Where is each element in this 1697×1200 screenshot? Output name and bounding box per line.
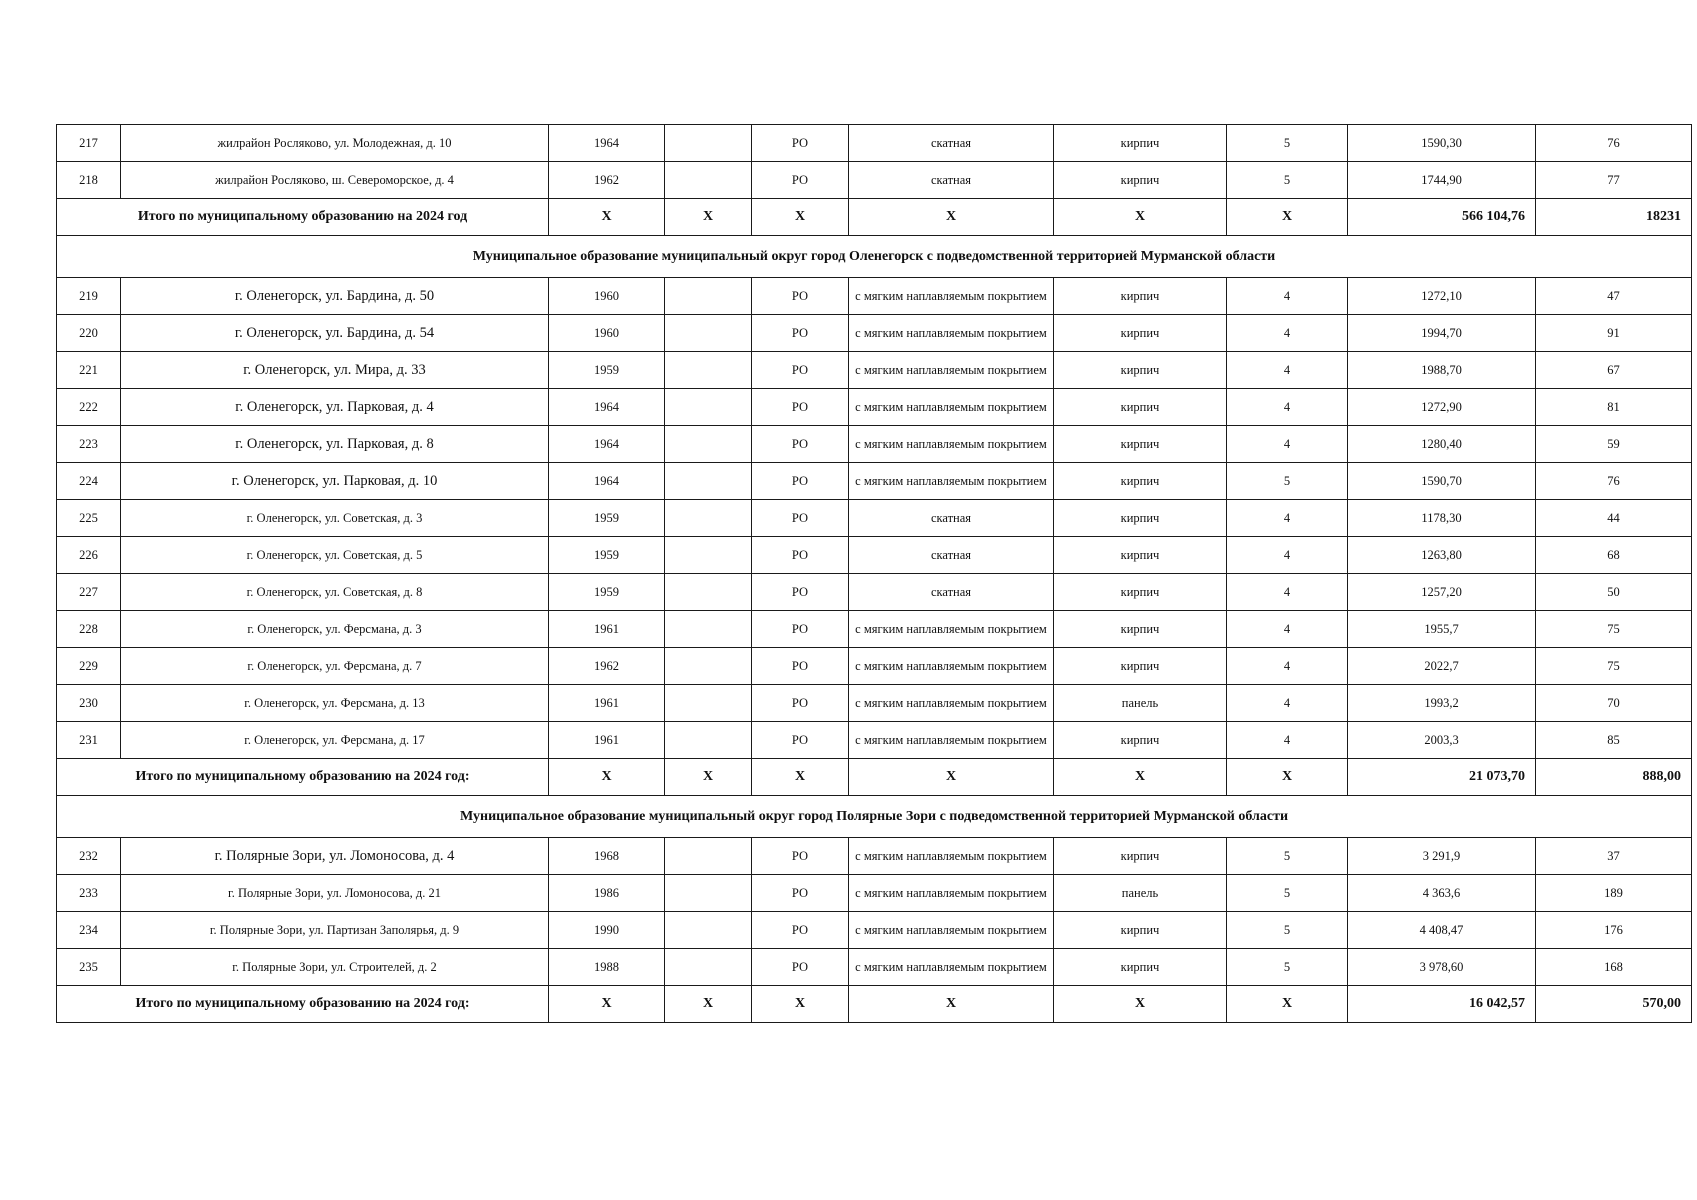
wall-material-cell: кирпич [1054,352,1227,389]
subtotal-label: Итого по муниципальному образованию на 2024 год [57,199,549,236]
address-cell: г. Оленегорск, ул. Ферсмана, д. 3 [121,611,549,648]
wall-material-cell: кирпич [1054,574,1227,611]
row-number: 221 [57,352,121,389]
table-row [57,722,1692,759]
subtotal-area: 21 073,70 [1348,759,1536,796]
empty-cell [665,949,752,986]
table-row [57,875,1692,912]
row-number: 235 [57,949,121,986]
subtotal-x-mark: X [849,199,1054,236]
address-cell: г. Полярные Зори, ул. Ломоносова, д. 4 [121,838,549,875]
table-row [57,574,1692,611]
roof-type-cell: скатная [849,162,1054,199]
housing-register-table [56,124,1692,1023]
subtotal-x-mark: X [665,199,752,236]
floors-cell: 4 [1227,500,1348,537]
area-cell: 1590,30 [1348,125,1536,162]
empty-cell [665,278,752,315]
floors-cell: 5 [1227,162,1348,199]
residents-cell: 168 [1536,949,1692,986]
subtotal-x-mark: X [549,986,665,1023]
fund-cell: РО [752,389,849,426]
table-row [57,352,1692,389]
subtotal-x-mark: X [1054,986,1227,1023]
empty-cell [665,125,752,162]
fund-cell: РО [752,162,849,199]
address-cell: жилрайон Росляково, ул. Молодежная, д. 10 [121,125,549,162]
address-cell: г. Оленегорск, ул. Бардина, д. 50 [121,278,549,315]
fund-cell: РО [752,352,849,389]
empty-cell [665,875,752,912]
wall-material-cell: кирпич [1054,315,1227,352]
empty-cell [665,722,752,759]
roof-type-cell: с мягким наплавляемым покрытием [849,875,1054,912]
wall-material-cell: кирпич [1054,912,1227,949]
area-cell: 1988,70 [1348,352,1536,389]
empty-cell [665,426,752,463]
year-cell: 1959 [549,574,665,611]
roof-type-cell: с мягким наплавляемым покрытием [849,912,1054,949]
wall-material-cell: кирпич [1054,648,1227,685]
residents-cell: 44 [1536,500,1692,537]
floors-cell: 4 [1227,315,1348,352]
table-row [57,838,1692,875]
row-number: 226 [57,537,121,574]
year-cell: 1988 [549,949,665,986]
roof-type-cell: с мягким наплавляемым покрытием [849,463,1054,500]
subtotal-residents: 888,00 [1536,759,1692,796]
roof-type-cell: с мягким наплавляемым покрытием [849,685,1054,722]
year-cell: 1986 [549,875,665,912]
area-cell: 1272,10 [1348,278,1536,315]
area-cell: 1993,2 [1348,685,1536,722]
table-row [57,389,1692,426]
address-cell: г. Полярные Зори, ул. Строителей, д. 2 [121,949,549,986]
year-cell: 1960 [549,315,665,352]
roof-type-cell: с мягким наплавляемым покрытием [849,315,1054,352]
empty-cell [665,389,752,426]
roof-type-cell: с мягким наплавляемым покрытием [849,949,1054,986]
area-cell: 1272,90 [1348,389,1536,426]
table-row [57,125,1692,162]
area-cell: 3 291,9 [1348,838,1536,875]
subtotal-x-mark: X [752,759,849,796]
municipality-header-row [57,236,1692,278]
area-cell: 1994,70 [1348,315,1536,352]
empty-cell [665,537,752,574]
residents-cell: 68 [1536,537,1692,574]
subtotal-x-mark: X [665,986,752,1023]
subtotal-row [57,199,1692,236]
area-cell: 4 363,6 [1348,875,1536,912]
residents-cell: 37 [1536,838,1692,875]
residents-cell: 77 [1536,162,1692,199]
year-cell: 1968 [549,838,665,875]
floors-cell: 4 [1227,278,1348,315]
residents-cell: 76 [1536,125,1692,162]
floors-cell: 4 [1227,722,1348,759]
residents-cell: 91 [1536,315,1692,352]
subtotal-area: 16 042,57 [1348,986,1536,1023]
year-cell: 1959 [549,352,665,389]
subtotal-label: Итого по муниципальному образованию на 2024 год: [57,759,549,796]
roof-type-cell: скатная [849,500,1054,537]
year-cell: 1960 [549,278,665,315]
subtotal-x-mark: X [849,759,1054,796]
subtotal-label: Итого по муниципальному образованию на 2024 год: [57,986,549,1023]
roof-type-cell: скатная [849,574,1054,611]
wall-material-cell: кирпич [1054,949,1227,986]
area-cell: 4 408,47 [1348,912,1536,949]
row-number: 225 [57,500,121,537]
municipality-header: Муниципальное образование муниципальный округ город Полярные Зори с подведомственной территорией Мурманской области [57,796,1692,838]
area-cell: 2003,3 [1348,722,1536,759]
address-cell: г. Оленегорск, ул. Ферсмана, д. 13 [121,685,549,722]
table-row [57,537,1692,574]
year-cell: 1961 [549,722,665,759]
residents-cell: 189 [1536,875,1692,912]
wall-material-cell: кирпич [1054,838,1227,875]
fund-cell: РО [752,315,849,352]
year-cell: 1964 [549,125,665,162]
address-cell: г. Оленегорск, ул. Бардина, д. 54 [121,315,549,352]
roof-type-cell: с мягким наплавляемым покрытием [849,648,1054,685]
row-number: 224 [57,463,121,500]
residents-cell: 50 [1536,574,1692,611]
table-row [57,648,1692,685]
wall-material-cell: кирпич [1054,537,1227,574]
year-cell: 1961 [549,685,665,722]
table-body [57,125,1692,1023]
year-cell: 1961 [549,611,665,648]
year-cell: 1964 [549,426,665,463]
area-cell: 2022,7 [1348,648,1536,685]
address-cell: г. Полярные Зори, ул. Ломоносова, д. 21 [121,875,549,912]
year-cell: 1959 [549,537,665,574]
year-cell: 1990 [549,912,665,949]
roof-type-cell: скатная [849,537,1054,574]
row-number: 223 [57,426,121,463]
area-cell: 1744,90 [1348,162,1536,199]
row-number: 234 [57,912,121,949]
roof-type-cell: с мягким наплавляемым покрытием [849,389,1054,426]
floors-cell: 4 [1227,352,1348,389]
subtotal-x-mark: X [549,759,665,796]
residents-cell: 76 [1536,463,1692,500]
fund-cell: РО [752,500,849,537]
floors-cell: 5 [1227,949,1348,986]
residents-cell: 47 [1536,278,1692,315]
table-row [57,611,1692,648]
fund-cell: РО [752,537,849,574]
floors-cell: 4 [1227,537,1348,574]
row-number: 227 [57,574,121,611]
subtotal-area: 566 104,76 [1348,199,1536,236]
residents-cell: 75 [1536,611,1692,648]
wall-material-cell: кирпич [1054,389,1227,426]
municipality-header-row [57,796,1692,838]
address-cell: г. Оленегорск, ул. Ферсмана, д. 7 [121,648,549,685]
row-number: 222 [57,389,121,426]
floors-cell: 4 [1227,611,1348,648]
address-cell: г. Полярные Зори, ул. Партизан Заполярья, д. 9 [121,912,549,949]
area-cell: 3 978,60 [1348,949,1536,986]
empty-cell [665,574,752,611]
floors-cell: 4 [1227,685,1348,722]
floors-cell: 4 [1227,648,1348,685]
address-cell: г. Оленегорск, ул. Ферсмана, д. 17 [121,722,549,759]
empty-cell [665,611,752,648]
subtotal-row [57,986,1692,1023]
subtotal-residents: 570,00 [1536,986,1692,1023]
table-row [57,912,1692,949]
wall-material-cell: кирпич [1054,426,1227,463]
area-cell: 1263,80 [1348,537,1536,574]
empty-cell [665,500,752,537]
roof-type-cell: с мягким наплавляемым покрытием [849,426,1054,463]
year-cell: 1964 [549,463,665,500]
table-row [57,315,1692,352]
table-row [57,685,1692,722]
floors-cell: 5 [1227,912,1348,949]
wall-material-cell: кирпич [1054,463,1227,500]
wall-material-cell: кирпич [1054,278,1227,315]
fund-cell: РО [752,426,849,463]
roof-type-cell: с мягким наплавляемым покрытием [849,278,1054,315]
table-row [57,426,1692,463]
floors-cell: 5 [1227,463,1348,500]
municipality-header: Муниципальное образование муниципальный округ город Оленегорск с подведомственной территорией Мурманской области [57,236,1692,278]
roof-type-cell: с мягким наплавляемым покрытием [849,838,1054,875]
row-number: 232 [57,838,121,875]
fund-cell: РО [752,912,849,949]
year-cell: 1962 [549,162,665,199]
empty-cell [665,838,752,875]
floors-cell: 5 [1227,125,1348,162]
fund-cell: РО [752,875,849,912]
address-cell: жилрайон Росляково, ш. Североморское, д. 4 [121,162,549,199]
empty-cell [665,912,752,949]
residents-cell: 176 [1536,912,1692,949]
fund-cell: РО [752,838,849,875]
row-number: 231 [57,722,121,759]
wall-material-cell: панель [1054,875,1227,912]
fund-cell: РО [752,463,849,500]
floors-cell: 4 [1227,574,1348,611]
address-cell: г. Оленегорск, ул. Советская, д. 5 [121,537,549,574]
row-number: 228 [57,611,121,648]
subtotal-x-mark: X [1054,759,1227,796]
wall-material-cell: кирпич [1054,125,1227,162]
subtotal-x-mark: X [752,986,849,1023]
wall-material-cell: панель [1054,685,1227,722]
address-cell: г. Оленегорск, ул. Советская, д. 8 [121,574,549,611]
empty-cell [665,648,752,685]
fund-cell: РО [752,611,849,648]
subtotal-x-mark: X [665,759,752,796]
fund-cell: РО [752,574,849,611]
year-cell: 1959 [549,500,665,537]
row-number: 233 [57,875,121,912]
wall-material-cell: кирпич [1054,162,1227,199]
wall-material-cell: кирпич [1054,611,1227,648]
fund-cell: РО [752,125,849,162]
subtotal-x-mark: X [849,986,1054,1023]
wall-material-cell: кирпич [1054,500,1227,537]
residents-cell: 85 [1536,722,1692,759]
row-number: 219 [57,278,121,315]
roof-type-cell: скатная [849,125,1054,162]
row-number: 220 [57,315,121,352]
residents-cell: 81 [1536,389,1692,426]
subtotal-residents: 18231 [1536,199,1692,236]
empty-cell [665,352,752,389]
table-row [57,278,1692,315]
fund-cell: РО [752,722,849,759]
subtotal-x-mark: X [1227,986,1348,1023]
subtotal-x-mark: X [1227,759,1348,796]
year-cell: 1962 [549,648,665,685]
empty-cell [665,315,752,352]
row-number: 217 [57,125,121,162]
area-cell: 1590,70 [1348,463,1536,500]
residents-cell: 75 [1536,648,1692,685]
subtotal-x-mark: X [549,199,665,236]
year-cell: 1964 [549,389,665,426]
row-number: 218 [57,162,121,199]
table-row [57,949,1692,986]
roof-type-cell: с мягким наплавляемым покрытием [849,611,1054,648]
floors-cell: 5 [1227,875,1348,912]
floors-cell: 4 [1227,389,1348,426]
floors-cell: 4 [1227,426,1348,463]
table-row [57,162,1692,199]
fund-cell: РО [752,685,849,722]
area-cell: 1280,40 [1348,426,1536,463]
empty-cell [665,162,752,199]
empty-cell [665,685,752,722]
area-cell: 1955,7 [1348,611,1536,648]
floors-cell: 5 [1227,838,1348,875]
fund-cell: РО [752,949,849,986]
fund-cell: РО [752,648,849,685]
roof-type-cell: с мягким наплавляемым покрытием [849,722,1054,759]
table-row [57,463,1692,500]
residents-cell: 67 [1536,352,1692,389]
subtotal-row [57,759,1692,796]
address-cell: г. Оленегорск, ул. Парковая, д. 10 [121,463,549,500]
empty-cell [665,463,752,500]
fund-cell: РО [752,278,849,315]
row-number: 229 [57,648,121,685]
wall-material-cell: кирпич [1054,722,1227,759]
table-row [57,500,1692,537]
subtotal-x-mark: X [1054,199,1227,236]
area-cell: 1178,30 [1348,500,1536,537]
address-cell: г. Оленегорск, ул. Советская, д. 3 [121,500,549,537]
address-cell: г. Оленегорск, ул. Парковая, д. 8 [121,426,549,463]
residents-cell: 70 [1536,685,1692,722]
area-cell: 1257,20 [1348,574,1536,611]
row-number: 230 [57,685,121,722]
subtotal-x-mark: X [1227,199,1348,236]
residents-cell: 59 [1536,426,1692,463]
address-cell: г. Оленегорск, ул. Мира, д. 33 [121,352,549,389]
roof-type-cell: с мягким наплавляемым покрытием [849,352,1054,389]
subtotal-x-mark: X [752,199,849,236]
address-cell: г. Оленегорск, ул. Парковая, д. 4 [121,389,549,426]
